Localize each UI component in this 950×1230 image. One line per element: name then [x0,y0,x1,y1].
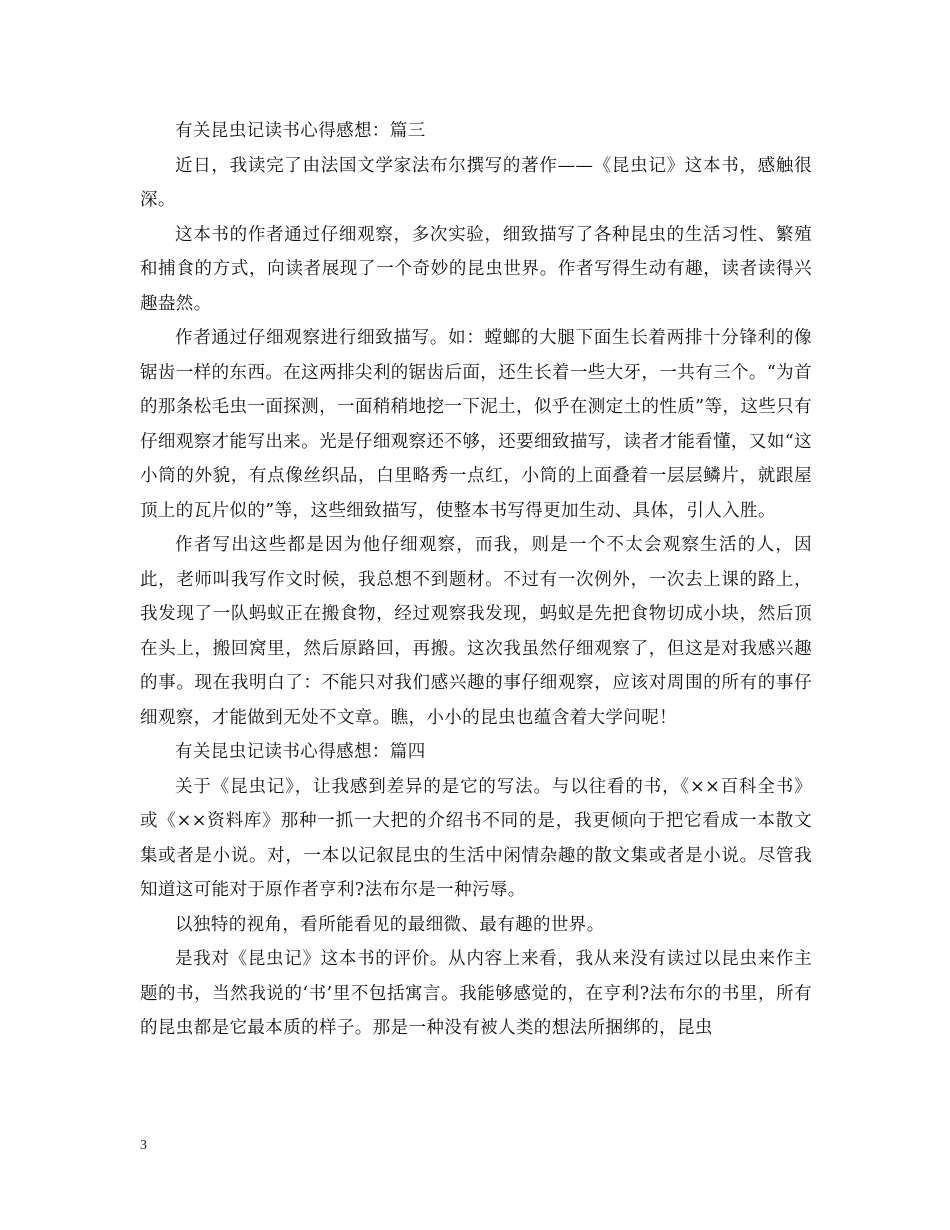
paragraph: 关于《昆虫记》，让我感到差异的是它的写法。与以往看的书，《××百科全书》或《××资料库》那种一抓一大把的介绍书不同的是，我更倾向于把它看成一本散文集或者是小说。对，一本以记叙昆虫的生活中闲情杂趣的散文集或者是小说。尽管我知道这可能对于原作者亨利?法布尔是一种污辱。 [140,776,812,900]
paragraph: 近日，我读完了由法国文学家法布尔撰写的著作——《昆虫记》这本书，感触很深。 [140,155,812,210]
section-heading-3: 有关昆虫记读书心得感想：篇三 [175,121,426,141]
paragraph: 这本书的作者通过仔细观察，多次实验，细致描写了各种昆虫的生活习性、繁殖和捕食的方式，向读者展现了一个奇妙的昆虫世界。作者写得生动有趣，读者读得兴趣盎然。 [140,224,812,314]
paragraph: 以独特的视角，看所能看见的最细微、最有趣的世界。 [175,914,605,935]
document-body [140,114,812,1046]
page-number: 3 [140,1138,147,1153]
paragraph: 是我对《昆虫记》这本书的评价。从内容上来看，我从来没有读过以昆虫来作主题的书，当然我说的‘书’里不包括寓言。我能够感觉的，在亨利?法布尔的书里，所有的昆虫都是它最本质的样子。那是一种没有被人类的想法所捆绑的，昆虫 [140,949,812,1038]
paragraph: 作者写出这些都是因为他仔细观察，而我，则是一个不太会观察生活的人，因此，老师叫我写作文时候，我总想不到题材。不过有一次例外，一次去上课的路上，我发现了一队蚂蚁正在搬食物，经过观察我发现，蚂蚁是先把食物切成小块，然后顶在头上，搬回窝里，然后原路回，再搬。这次我虽然仔细观察了，但这是对我感兴趣的事。现在我明白了：不能只对我们感兴趣的事仔细观察，应该对周围的所有的事仔细观察，才能做到无处不文章。瞧，小小的昆虫也蕴含着大学问呢！ [140,535,812,728]
section-heading-4: 有关昆虫记读书心得感想：篇四 [175,742,426,762]
paragraph: 作者通过仔细观察进行细致描写。如：螳螂的大腿下面生长着两排十分锋利的像锯齿一样的东西。在这两排尖利的锯齿后面，还生长着一些大牙，一共有三个。“为首的那条松毛虫一面探测，一面稍稍地挖一下泥土，似乎在测定土的性质”等，这些只有仔细观察才能写出来。光是仔细观察还不够，还要细致描写，读者才能看懂，又如“这小筒的外貌，有点像丝织品，白里略秀一点红，小筒的上面叠着一层层鳞片，就跟屋顶上的瓦片似的”等，这些细致描写，使整本书写得更加生动、具体，引人入胜。 [140,328,812,521]
